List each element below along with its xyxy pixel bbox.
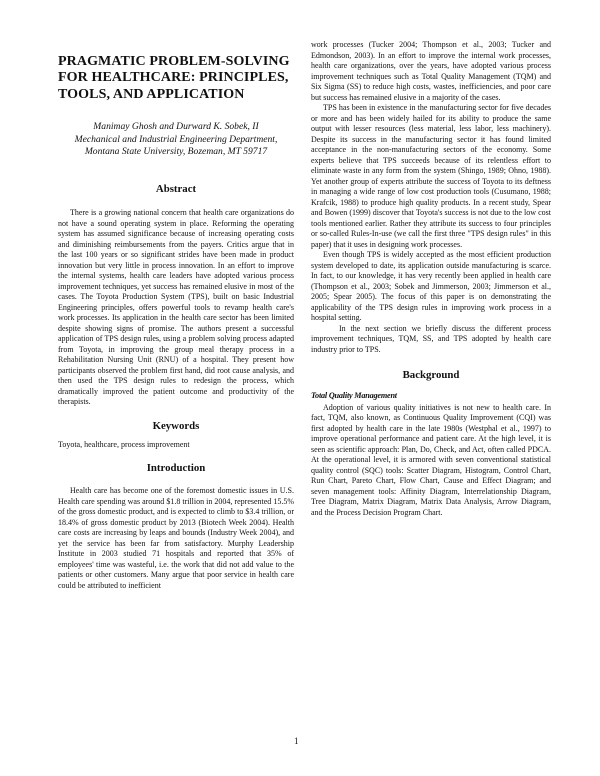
keywords-text: Toyota, healthcare, process improvement [58, 439, 190, 449]
author-block [58, 121, 294, 159]
introduction-heading: Introduction [146, 462, 206, 474]
introduction-paragraph-3: Even though TPS is widely accepted as the most efficient production system developed to date, its application outside manufacturing is scarce. In fact, to our knowledge, it has very recently been applied in health care (Thompson et al., 2003; Sobek and Jimmerson, 2003; Jimmerson et al., 2005; Spear 2005). The focus of this paper is on demonstrating the applicability of the TPS design rules in improving work process in a hospital setting. [311, 250, 551, 322]
introduction-paragraph-1-continued: work processes (Tucker 2004; Thompson et al., 2003; Tucker and Edmondson, 2003). In an effort to improve the internal work processes, health care organizations, over the years, have adopted various process improvement techniques such as Total Quality Management (TQM) and Six Sigma (SS) to reduce high costs, wastes, inefficiencies, and poor care but success has remained elusive in a majority of the cases. [311, 40, 551, 102]
abstract-text: There is a growing national concern that health care organizations do not have a sound operating system in place. Reforming the operating system has assumed significance because of increasing operating costs and diminishing reimbursements from the payers. Critics argue that in the last 100 years or so significant strides have been made in product innovation but very little in process innovation. In an effort to improve the internal systems, health care leaders have adopted various process improvement techniques, yet success has remained elusive in most of the cases. The Toyota Production System (TPS), built on basic Industrial Engineering principles, offers powerful tools to revamp health care's work processes. Its application in the health care sector has been limited despite showing signs of promise. The authors present a successful application of TPS design rules, using a problem solving process adapted from Toyota, in improving the group meal therapy process in a Rehabilitation Nursing Unit (RNU) of a hospital. They present how participants observed the problem first hand, did root cause analysis, and then used the TPS design rules to redesign the process, which dramatically improved the patient outcome and productivity of the therapists. [58, 208, 294, 406]
introduction-paragraph-4: In the next section we briefly discuss the different process improvement techniques, TQM, SS, and TPS adopted by health care industry prior to TPS. [311, 323, 551, 354]
paper-title: PRAGMATIC PROBLEM-SOLVING FOR HEALTHCARE: PRINCIPLES, TOOLS, AND APPLICATION [58, 54, 290, 102]
introduction-paragraph-1: Health care has become one of the foremost domestic issues in U.S. Health care spending was around $1.8 trillion in 2004, represented 15.5% of the gross domestic product, and is expected to climb to $3.4 trillion, or 18.4% of gross domestic product by 2013 (Biotech Week 2004). Health care costs are increasing by leaps and bounds (Industry Week 2004), and yet the service has been far from satisfactory. Murphy Leadership Institute in 2003 studied 71 hospitals and reported that 35% of employees' time was wasteful, i.e. the work that did not add value to the patients or other customers. Many argue that poor service in health care could be attributed to inefficient [58, 486, 294, 590]
right-column [311, 40, 551, 518]
affiliation-department: Mechanical and Industrial Engineering Department, [74, 133, 278, 145]
affiliation-university: Montana State University, Bozeman, MT 59717 [84, 146, 268, 158]
background-paragraph-1: Adoption of various quality initiatives is not new to health care. In fact, TQM, also known, as Continuous Quality Improvement (CQI) was first adopted by health care in the late 1980s (Westphal et al., 1997) to improve operational performance and patient care. At the high level, it is seen as scientific approach: Plan, Do, Check, and Act, often called PDCA. At the operational level, it is armored with seven conventional statistical quality control (SQC) tools: Scatter Diagram, Histogram, Control Chart, Run Chart, Pareto Chart, Flow Chart, Cause and Effect Diagram; and seven management tools: Affinity Diagram, Interrelationship Diagram, Tree Diagram, Matrix Diagram, Matrix Data Analysis, Arrow Diagram, and the Process Decision Program Chart. [311, 402, 551, 517]
introduction-paragraph-2: TPS has been in existence in the manufacturing sector for five decades or more and has been widely hailed for its ability to produce the same output with lesser resources (less material, less labor, less machinery). Despite its success in the manufacturing sector it has found limited acceptance in the non-manufacturing sectors of the economy. Some experts believe that TPS succeeds because of its relentless effort to eliminate waste in any form from the system (Shingo, 1989; Ohno, 1988). Yet another group of experts attribute the success of Toyota to its deftness in managing a wide range of low cost production tools (Cusumano, 1988; Krafcik, 1988) to produce high quality products. In a recent study, Spear and Bowen (1999) discover that Toyota's success is not due to the low cost tools mentioned earlier. Rather they attribute its success to four principles or so-called Rules-In-use (we call the first three "TPS design rules" in this paper) that it uses in designing work processes. [311, 103, 551, 249]
left-column [58, 40, 294, 591]
abstract-heading: Abstract [155, 183, 197, 195]
background-heading: Background [402, 369, 460, 381]
author-names: Manimay Ghosh and Durward K. Sobek, II [93, 121, 259, 133]
tqm-subheading: Total Quality Management [311, 391, 397, 400]
page-number: 1 [294, 736, 299, 746]
keywords-heading: Keywords [152, 419, 200, 432]
